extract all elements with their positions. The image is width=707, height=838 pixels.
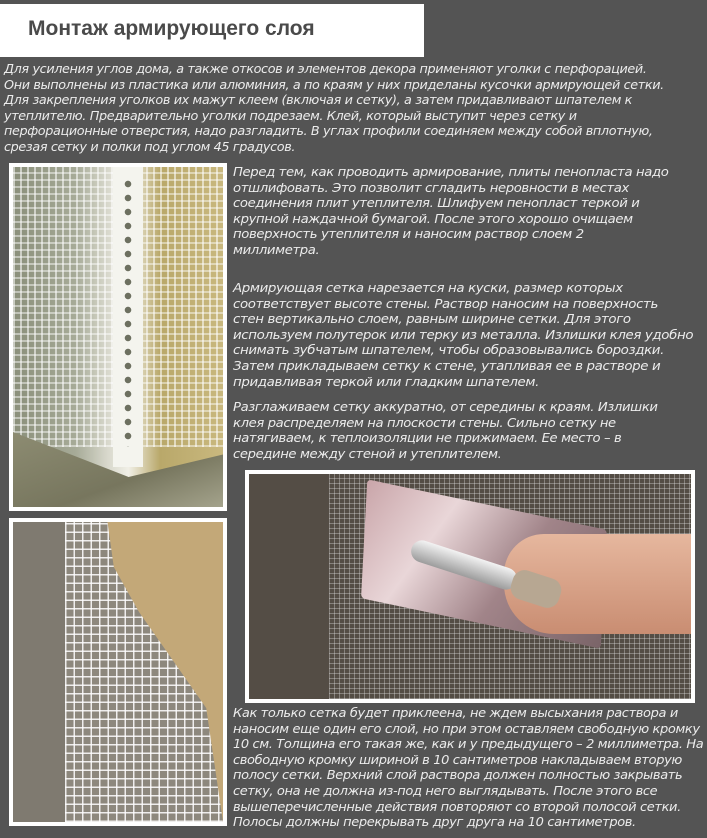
text-line: вышеперечисленные действия повторяют со второй полосой сетки. — [233, 799, 681, 814]
grinding-paragraph — [233, 165, 668, 259]
text-line: придавливая теркой или гладким шпателем. — [233, 374, 539, 389]
page-title: Монтаж армирующего слоя — [28, 17, 315, 40]
text-line: соединения плит утеплителя. Шлифуем пенопласт теркой и — [233, 196, 640, 211]
text-line: используем полутерок или терку из металла. Излишки клея удобно — [233, 327, 694, 342]
mesh-plaster-photo — [9, 518, 227, 826]
text-line: Полосы должны перекрывать друг друга на 10 сантиметров. — [233, 815, 636, 830]
text-line: соответствует высоте стены. Раствор наносим на поверхность — [233, 296, 658, 311]
text-line: перфорационные отверстия, надо разгладить. В углах профили соединяем между собой вплотную, — [4, 124, 653, 139]
second-layer-paragraph — [233, 706, 703, 831]
text-line: миллиметра. — [233, 242, 320, 257]
text-line: Для закрепления уголков их мажут клеем (включая и сетку), а затем придавливают шпателем к — [4, 93, 633, 108]
text-line: Затем прикладываем сетку к стене, утапливая ее в растворе и — [233, 358, 661, 373]
text-line: полосу сетки. Верхний слой раствора должен полностью закрывать — [233, 768, 683, 783]
text-line: крупной наждачной бумагой. После этого хорошо очищаем — [233, 211, 633, 226]
text-line: сетку, она не должна из-под него выглядывать. После этого все — [233, 783, 658, 798]
text-line: наносим еще один его слой, но при этом оставляем свободную кромку — [233, 721, 700, 736]
title-box — [0, 4, 424, 57]
intro-paragraph — [4, 62, 664, 156]
text-line: отшлифовать. Это позволит сгладить неровности в местах — [233, 180, 629, 195]
text-line: Как только сетка будет приклеена, не ждем высыхания раствора и — [233, 706, 678, 720]
text-line: середине между стеной и утеплителем. — [233, 446, 502, 461]
text-line: утеплителю. Предварительно уголки подрезаем. Клей, который выступит через сетку и — [4, 108, 577, 123]
text-line: поверхность утеплителя и наносим раствор слоем 2 — [233, 227, 584, 242]
text-line: Для усиления углов дома, а также откосов и элементов декора применяют уголки с перфорацией. — [4, 62, 647, 76]
text-line: клея распределяем на плоскости стены. Сильно сетку не — [233, 415, 616, 430]
trowel-hand-photo — [245, 470, 695, 703]
text-line: стен вертикально слоем, равным ширине сетки. Для этого — [233, 312, 631, 327]
text-line: 10 см. Толщина его такая же, как и у предыдущего – 2 миллиметра. На — [233, 737, 704, 752]
corner-profile-photo — [9, 163, 227, 511]
text-line: срезая сетку и полки под углом 45 градусов. — [4, 139, 296, 154]
text-line: натягиваем, к теплоизоляции не прижимаем. Ее место – в — [233, 431, 622, 446]
text-line: Разглаживаем сетку аккуратно, от середины к краям. Излишки — [233, 400, 658, 414]
text-line: Перед тем, как проводить армирование, плиты пенопласта надо — [233, 165, 669, 179]
text-line: Армирующая сетка нарезается на куски, размер которых — [233, 281, 623, 295]
text-line: снимать зубчатым шпателем, чтобы образовывались бороздки. — [233, 343, 664, 358]
text-line: свободную кромку шириной в 10 сантиметров накладываем вторую — [233, 752, 682, 767]
mesh-cutting-paragraph — [233, 281, 693, 390]
text-line: Они выполнены из пластика или алюминия, а по краям у них приделаны кусочки армирующей сетки. — [4, 77, 664, 92]
smoothing-paragraph — [233, 400, 658, 462]
